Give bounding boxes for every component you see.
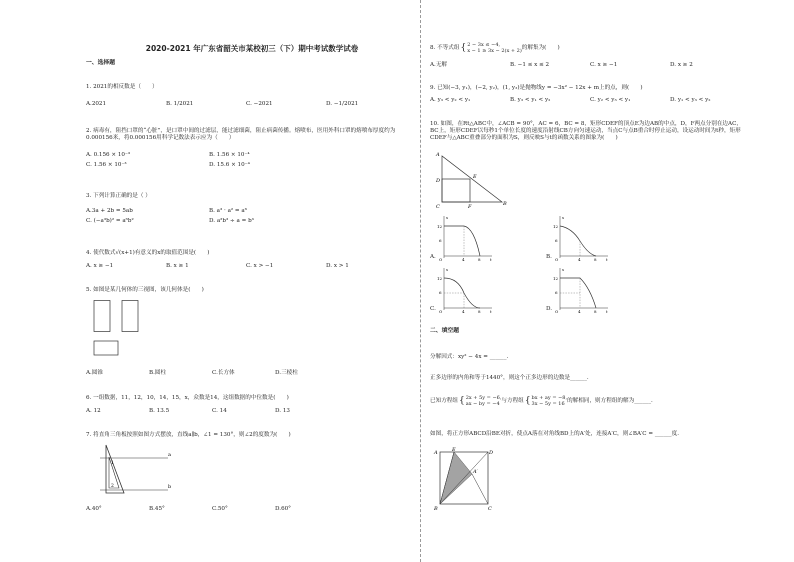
sq-point-e-label: E <box>452 447 456 453</box>
q9-option-d: D. y₁ < y₃ < y₂ <box>670 97 711 103</box>
graph-d-tick-6: 6 <box>555 290 558 295</box>
graph-b-tick-4: 4 <box>578 257 581 262</box>
question-3-options-row2 <box>86 218 406 225</box>
graph-d-tick-8: 8 <box>594 309 597 314</box>
q8-system-line1: 2 − 3x ≤ −4, <box>467 42 501 48</box>
q2-option-d: D. 15.6 × 10⁻⁴ <box>209 162 250 168</box>
graph-a-origin: O <box>439 257 443 262</box>
question-1-options <box>86 101 406 108</box>
question-7-options <box>86 506 406 513</box>
sq-point-d-label: D <box>489 450 494 456</box>
graph-c-tick-12: 12 <box>437 276 443 281</box>
q9-option-a: A. y₃ < y₂ < y₁ <box>430 97 471 103</box>
q1-option-a: A.2021 <box>86 101 107 107</box>
f3-system2-line1: bx + ay = −8, <box>531 395 568 401</box>
q4-option-c: C. x > −1 <box>246 263 274 269</box>
graph-b-curve <box>560 226 596 256</box>
exam-title: 2020-2021 年广东省韶关市某校初三（下）期中考试数学试卷 <box>145 44 359 53</box>
q5-option-c: C.长方体 <box>212 370 235 376</box>
q6-option-c: C. 14 <box>212 408 227 414</box>
graph-c-tick-4: 4 <box>462 309 465 314</box>
page-divider <box>420 0 421 562</box>
graph-b-origin: O <box>555 257 559 262</box>
q1-option-b: B. 1/2021 <box>166 101 194 107</box>
f3-brace-1: { <box>458 395 465 406</box>
graph-d-s-label: s <box>562 267 565 272</box>
sq-point-a-label: A <box>434 450 438 456</box>
label-a: a <box>168 452 171 458</box>
graph-b-tick-12: 12 <box>553 224 559 229</box>
question-9-options <box>430 97 750 104</box>
graph-b-tick-6: 6 <box>555 238 558 243</box>
q8-text-post: 的解集为( ) <box>521 44 560 51</box>
graph-a-tick-6: 6 <box>439 238 442 243</box>
graph-a-curve <box>444 226 480 256</box>
side-view-rect <box>122 301 138 332</box>
q10-triangle-figure <box>430 151 510 209</box>
question-3-options-row1 <box>86 208 406 215</box>
graph-c-tick-6: 6 <box>439 290 442 295</box>
section-fill-heading: 二、填空题 <box>430 328 459 334</box>
graph-a-t-label: t <box>490 257 492 262</box>
q7-option-a: A.40° <box>86 506 102 512</box>
sq-point-b-label: B <box>434 506 438 512</box>
point-b-label: B <box>503 201 507 207</box>
question-2: 2. 病毒有，阻挡口罩的“心脏”，是口罩中间的过滤层，能过滤细菌，阻止病菌传播。熔喷布，医用外科口罩的熔喷布厚度约为0.000156米，将0.000156用科学记数法表示应为（ ） <box>86 128 396 141</box>
graph-b-tick-8: 8 <box>594 257 597 262</box>
graph-d <box>552 266 612 314</box>
square-fold-figure <box>432 446 500 512</box>
point-c-label: C <box>436 204 440 209</box>
q6-option-d: D. 13 <box>275 408 290 414</box>
f3-text-mid: 与方程组 <box>501 397 524 404</box>
f3-text-pre: 已知方程组 <box>430 397 458 404</box>
f3-system-1 <box>466 395 502 407</box>
f3-text-post: 的解相同，则方程组的解为______. <box>567 397 653 404</box>
graph-a-tick-8: 8 <box>478 257 481 262</box>
question-4-options <box>86 263 406 270</box>
q3-option-c: C. (−a³b)² = a⁶b² <box>86 218 134 224</box>
top-view-rect <box>94 341 118 355</box>
q6-option-b: B. 13.5 <box>149 408 170 414</box>
question-4: 4. 使代数式√(x+1)有意义的x的取值范围是( ) <box>86 250 210 256</box>
section-choice-heading: 一、选择题 <box>86 60 115 66</box>
segment-a2c <box>472 474 488 504</box>
graph-a-tick-4: 4 <box>462 257 465 262</box>
q8-option-c: C. x ≥ −1 <box>590 62 618 68</box>
q7-option-d: D.60° <box>275 506 291 512</box>
q3-option-d: D. a²b³ ÷ a = b³ <box>209 218 254 224</box>
q4-option-a: A. x ≥ −1 <box>86 263 114 269</box>
graph-a-label: A. <box>430 254 436 260</box>
sq-point-a-prime-label: A′ <box>473 469 478 475</box>
angle-2-label: 2 <box>111 484 114 489</box>
front-view-rect <box>94 301 110 332</box>
q8-system-line2: x − 1 ≥ 3x − 2(x + 2) <box>467 48 522 54</box>
question-5-options <box>86 370 406 377</box>
q8-brace: { <box>460 42 467 53</box>
q2-option-a: A. 0.156 × 10⁻³ <box>86 152 131 158</box>
question-8-options <box>430 62 750 69</box>
q5-option-d: D.三棱柱 <box>275 370 298 376</box>
f3-system2-line2: 3x − 5y = 16 <box>531 401 565 407</box>
q4-option-d: D. x > 1 <box>326 263 349 269</box>
q2-option-c: C. 1.56 × 10⁻³ <box>86 162 127 168</box>
point-a-label: A <box>436 152 440 158</box>
graph-a-tick-12: 12 <box>437 224 443 229</box>
graph-c-curve <box>444 278 480 308</box>
graph-c-origin: O <box>439 309 443 314</box>
q6-option-a: A. 12 <box>86 408 101 414</box>
question-7: 7. 将直角三角板按照如图方式摆放，直线a∥b，∠1 = 130°，则∠2的度数为( ) <box>86 432 291 438</box>
q8-option-d: D. x ≥ 2 <box>670 62 693 68</box>
shadow-triangle <box>440 452 472 504</box>
question-6: 6. 一组数据，11，12，10，14，15，x，众数是14，这组数据的中位数是( ) <box>86 395 289 401</box>
question-1: 1. 2021的相反数是（ ） <box>86 84 158 90</box>
q4-option-b: B. x ≥ 1 <box>166 263 189 269</box>
fill-question-3 <box>430 395 750 407</box>
label-b: b <box>168 484 172 490</box>
triangle-ruler-figure <box>88 443 173 503</box>
graph-d-t-label: t <box>606 309 608 314</box>
question-10: 10. 如图，在Rt△ABC中，∠ACB = 90°，AC = 6，BC = 8，矩形CDEF的顶点E为边AB的中点，D，F两点分别在边AC，BC上，矩形CDEF以每秒1个单位长度的速度沿射线CB方向匀速运动，当点C与点B重合时停止运动，设运动时间为t秒，矩形CDEF与△ABC重叠部分的面积为S，则反映S与t的函数关系的图象为( ) <box>430 121 742 141</box>
q1-option-d: D. −1/2021 <box>326 101 359 107</box>
q5-option-a: A.圆锥 <box>86 370 104 376</box>
f3-system-2 <box>532 395 568 407</box>
graph-b <box>552 214 612 262</box>
q1-option-c: C. −2021 <box>246 101 273 107</box>
fill-question-4: 如图，将正方形ABCD沿BE对折，使点A落在对角线BD上的A′处，连接A′C，则∠BA′C = ______度. <box>430 431 679 437</box>
point-e-label: E <box>473 174 477 180</box>
q8-option-a: A.无解 <box>430 62 448 68</box>
graph-d-label: D. <box>546 306 553 312</box>
q8-option-b: B. −1 ≤ x ≤ 2 <box>510 62 550 68</box>
f3-system1-line2: ax − by = −4 <box>465 401 500 407</box>
graph-c-label: C. <box>430 306 436 312</box>
graph-b-label: B. <box>546 254 552 260</box>
graph-d-tick-12: 12 <box>553 276 559 281</box>
sq-point-c-label: C <box>488 506 492 512</box>
question-8 <box>430 42 750 54</box>
three-views-figure <box>88 300 148 362</box>
question-9: 9. 已知(−3, y₁)，(−2, y₂)，(1, y₃)是抛物线y = −3x² − 12x + m上的点，则( ) <box>430 85 643 91</box>
angle-1-label: 1 <box>111 461 114 466</box>
graph-c-t-label: t <box>490 309 492 314</box>
f3-system1-line1: 2x + 5y = −6, <box>465 395 502 401</box>
question-2-options-row1 <box>86 152 406 159</box>
point-f-label: F <box>468 204 472 209</box>
question-3: 3. 下列计算正确的是（ ） <box>86 193 151 199</box>
graph-b-s-label: s <box>562 215 565 220</box>
fill-question-1: 分解因式：xy² − 4x = ______. <box>430 354 509 360</box>
q5-option-b: B.圆柱 <box>149 370 167 376</box>
q9-option-b: B. y₃ < y₁ < y₂ <box>510 97 551 103</box>
graph-d-origin: O <box>555 309 559 314</box>
q7-option-b: B.45° <box>149 506 165 512</box>
graph-c-s-label: s <box>446 267 449 272</box>
fill-question-2: 正多边形的内角和等于1440°，则这个正多边形的边数是______. <box>430 375 589 381</box>
graph-d-tick-4: 4 <box>578 309 581 314</box>
q2-option-b: B. 1.56 × 10⁻⁴ <box>209 152 250 158</box>
rectangle-cdef <box>442 179 470 202</box>
graph-c-tick-8: 8 <box>478 309 481 314</box>
point-d-label: D <box>436 178 441 184</box>
f3-brace-2: { <box>524 395 531 406</box>
q8-text-pre: 8. 不等式组 <box>430 44 460 51</box>
q9-option-c: C. y₂ < y₃ < y₁ <box>590 97 631 103</box>
graph-b-t-label: t <box>606 257 608 262</box>
question-5: 5. 如图是某几何体的三视图，该几何体是( ) <box>86 287 204 293</box>
graph-a-s-label: s <box>446 215 449 220</box>
q7-option-c: C.50° <box>212 506 228 512</box>
question-6-options <box>86 408 406 415</box>
graph-c <box>436 266 496 314</box>
question-2-options-row2 <box>86 162 406 169</box>
outer-triangle <box>106 445 124 493</box>
graph-a <box>436 214 496 262</box>
q3-option-a: A.3a + 2b = 5ab <box>86 208 133 214</box>
q8-system <box>467 42 522 54</box>
q3-option-b: B. a³ · a² = a⁶ <box>209 208 247 214</box>
